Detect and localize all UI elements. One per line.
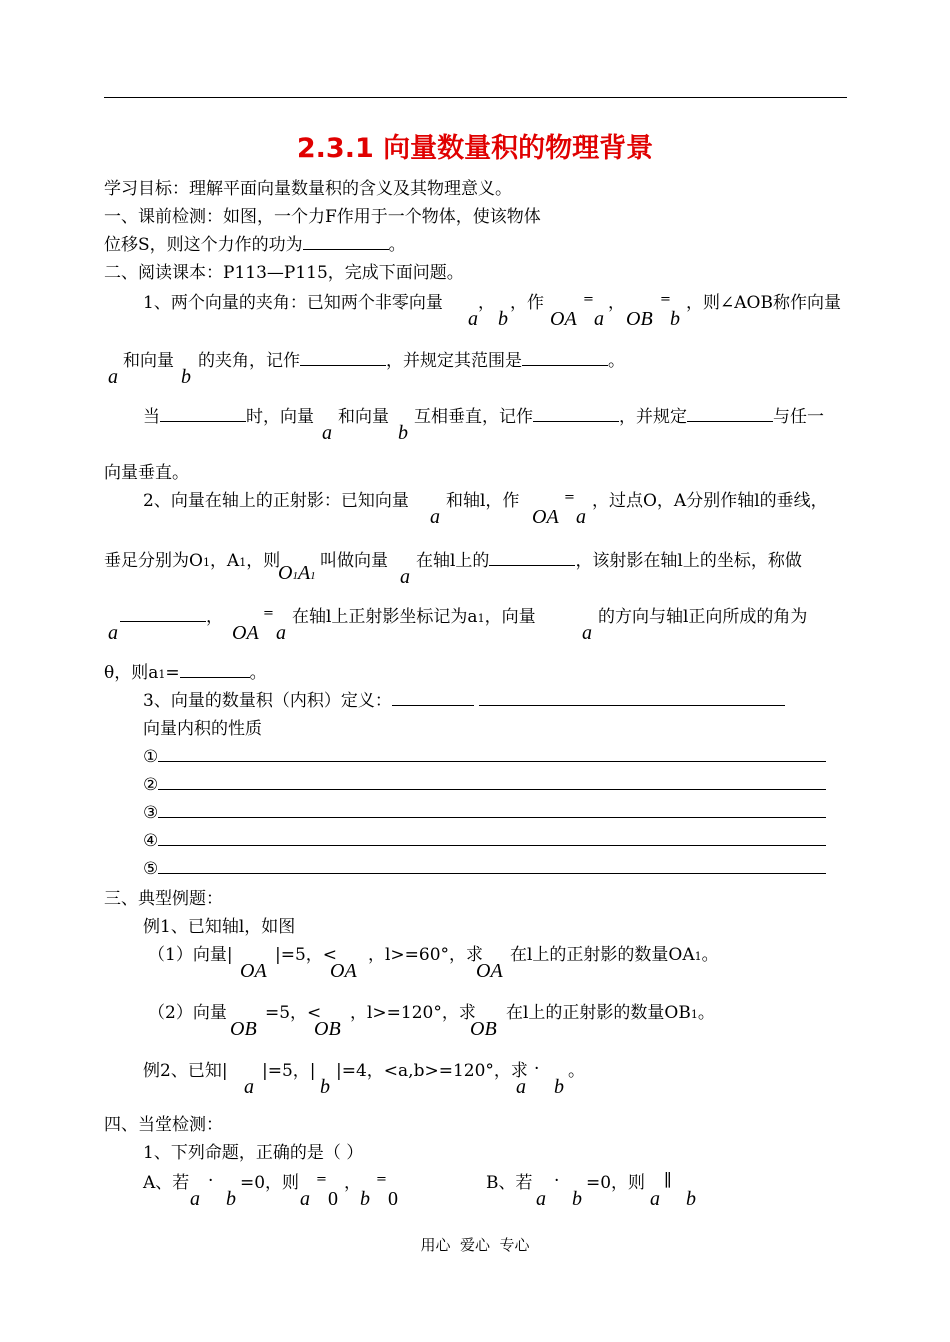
subscript: 1 xyxy=(690,1008,698,1021)
answer-blank[interactable] xyxy=(158,817,826,818)
learning-goal: 学习目标：理解平面向量数量积的含义及其物理意义。 xyxy=(104,179,512,199)
comma: ， xyxy=(344,1173,361,1193)
subscript: 1 xyxy=(310,570,316,582)
answer-blank[interactable] xyxy=(158,873,826,874)
vec-a: a xyxy=(276,622,286,644)
vec-b: b xyxy=(572,1188,582,1210)
vec-a: a xyxy=(536,1188,546,1210)
angle-def-text: 1、两个向量的夹角：已知两个非零向量 xyxy=(143,293,443,313)
answer-blank[interactable] xyxy=(158,789,826,790)
vec-OA: OA xyxy=(330,960,357,982)
section2-heading: 二、阅读课本：P113—P115，完成下面问题。 xyxy=(104,263,464,283)
zero-vector: 0 xyxy=(388,1188,398,1210)
subscript: 1 xyxy=(292,570,298,582)
page-footer: 用心 爱心 专心 xyxy=(420,1236,530,1254)
foot-a: ，A xyxy=(209,551,240,571)
subscript: 1 xyxy=(158,668,166,681)
vec-b: b xyxy=(320,1076,330,1098)
foot-text: 垂足分别为O xyxy=(104,551,203,571)
period: 。 xyxy=(701,945,719,965)
circled-number: ⑤ xyxy=(143,859,159,879)
period: 。 xyxy=(697,1003,715,1023)
angle-text: 的夹角，记作 xyxy=(198,351,300,371)
zero-vector: 0 xyxy=(328,1188,338,1210)
option-A[interactable]: A、若 xyxy=(143,1173,190,1193)
option-A-text: =0，则 xyxy=(240,1173,300,1193)
direction-text: 的方向与轴l正向所成的角为 xyxy=(598,607,808,627)
q1-text: （1）向量| xyxy=(148,945,233,965)
perp-line-rest xyxy=(414,406,824,428)
vec-a: a xyxy=(322,422,332,444)
vec-b: b xyxy=(554,1076,564,1098)
properties-heading: 向量内积的性质 xyxy=(143,719,262,739)
q1-end: 在l上的正射影的数量OA xyxy=(510,945,695,965)
property-3 xyxy=(143,802,826,824)
answer-blank[interactable] xyxy=(160,421,246,422)
period: 。 xyxy=(608,351,625,371)
equals: = xyxy=(165,663,180,683)
vec-b: b xyxy=(686,1188,696,1210)
ex2-text: |=5，| xyxy=(262,1061,316,1081)
dot: · xyxy=(554,1171,560,1191)
zuo: ，作 xyxy=(510,293,544,313)
q2-text: （2）向量 xyxy=(148,1003,227,1023)
coord-text: ，该射影在轴l上的坐标，称做 xyxy=(575,551,802,571)
angle-aob-text: ，则∠AOB称作向量 xyxy=(686,293,841,313)
answer-blank[interactable] xyxy=(392,705,474,706)
inner-product-def xyxy=(143,690,785,712)
foot-line xyxy=(104,550,280,574)
vec-O1A1 xyxy=(278,562,316,585)
foot-line-rest xyxy=(416,550,802,572)
equals: = xyxy=(660,292,671,307)
perp-text: 互相垂直，记作 xyxy=(414,407,533,427)
ex2-text: |=4，<a,b>=120°，求 xyxy=(336,1061,528,1081)
subscript: 1 xyxy=(694,950,702,963)
letter-O: O xyxy=(278,562,293,584)
vec-b: b xyxy=(398,422,408,444)
projection-def: 2、向量在轴上的正射影：已知向量 xyxy=(143,491,409,511)
top-rule xyxy=(104,97,847,98)
perp-tail: 向量垂直。 xyxy=(104,463,189,483)
example1-heading: 例1、已知轴l，如图 xyxy=(143,917,296,937)
perp-line xyxy=(143,406,314,428)
equals: = xyxy=(583,292,594,307)
vec-a: a xyxy=(108,366,118,388)
perp-foot-text: ，过点O，A分别作轴l的垂线， xyxy=(592,491,828,511)
rule-text: ，并规定 xyxy=(619,407,687,427)
vec-OA: OA xyxy=(550,308,577,330)
page-title: 2.3.1 向量数量积的物理背景 xyxy=(296,133,654,164)
theta-text: θ，则a xyxy=(104,663,159,683)
answer-blank[interactable] xyxy=(120,621,206,622)
comma: ， xyxy=(206,607,223,627)
vec-OA: OA xyxy=(532,506,559,528)
circled-number: ② xyxy=(143,775,159,795)
vec-a: a xyxy=(190,1188,200,1210)
equals: = xyxy=(263,606,274,621)
and-vector: 和向量 xyxy=(123,351,174,371)
vec-a: a xyxy=(594,308,604,330)
vec-a: a xyxy=(582,622,592,644)
time-text: 时，向量 xyxy=(246,407,314,427)
answer-blank[interactable] xyxy=(300,365,386,366)
vec-a: a xyxy=(244,1076,254,1098)
vec-b: b xyxy=(226,1188,236,1210)
period: 。 xyxy=(249,663,267,683)
ex2-text: 例2、已知| xyxy=(143,1061,228,1081)
circled-number: ① xyxy=(143,747,159,767)
option-B-text: =0，则 xyxy=(586,1173,646,1193)
letter-A: A xyxy=(297,562,311,584)
section3-heading: 三、典型例题： xyxy=(104,889,223,909)
answer-blank[interactable] xyxy=(180,677,250,678)
comma: ， xyxy=(478,293,495,313)
q2-text: =5，< xyxy=(265,1003,322,1023)
vec-a: a xyxy=(430,506,440,528)
pretest-end: 。 xyxy=(388,235,406,255)
q2-text: ，l>=120°，求 xyxy=(350,1003,476,1023)
q1-text xyxy=(510,944,719,968)
circled-number: ④ xyxy=(143,831,159,851)
vec-b: b xyxy=(670,308,680,330)
subscript: 1 xyxy=(477,612,485,625)
definition-text: 3、向量的数量积（内积）定义： xyxy=(143,691,392,711)
vec-b: b xyxy=(498,308,508,330)
parallel-sign: ∥ xyxy=(664,1171,672,1191)
and-vector: 和向量 xyxy=(338,407,389,427)
vec-b: b xyxy=(360,1188,370,1210)
vec-OB: OB xyxy=(470,1018,497,1040)
period: 。 xyxy=(568,1061,585,1081)
vec-a: a xyxy=(400,566,410,588)
equals: = xyxy=(564,490,575,505)
on-text: 在轴l上的 xyxy=(416,551,490,571)
answer-blank[interactable] xyxy=(489,565,575,566)
vec-OA: OA xyxy=(476,960,503,982)
circled-number: ③ xyxy=(143,803,159,823)
answer-blank[interactable] xyxy=(158,761,826,762)
answer-blank[interactable] xyxy=(479,705,785,706)
vec-a: a xyxy=(300,1188,310,1210)
when-text: 当 xyxy=(143,407,160,427)
answer-blank[interactable] xyxy=(533,421,619,422)
pretest-line1: 一、课前检测：如图，一个力F作用于一个物体，使该物体 xyxy=(104,207,541,227)
vec-a: a xyxy=(468,308,478,330)
vec-OA: OA xyxy=(240,960,267,982)
coord-text-line xyxy=(292,606,536,630)
angle-notation-line xyxy=(198,350,625,372)
range-text: ，并规定其范围是 xyxy=(386,351,522,371)
dot: · xyxy=(534,1059,540,1079)
answer-blank[interactable] xyxy=(687,421,773,422)
subscript: 1 xyxy=(239,556,247,569)
coord-blank-line xyxy=(120,606,223,628)
vec-OA: OA xyxy=(232,622,259,644)
q2-text xyxy=(506,1002,715,1026)
vec-a: a xyxy=(108,622,118,644)
vec-OB: OB xyxy=(626,308,653,330)
coord-record: 在轴l上正射影坐标记为a xyxy=(292,607,478,627)
theta-line xyxy=(104,662,267,686)
answer-blank[interactable] xyxy=(303,249,389,250)
vec-b: b xyxy=(181,366,191,388)
call-text: 叫做向量 xyxy=(320,551,388,571)
answer-blank[interactable] xyxy=(158,845,826,846)
vec-OB: OB xyxy=(230,1018,257,1040)
vector-text: ，向量 xyxy=(484,607,536,627)
any-text: 与任一 xyxy=(773,407,824,427)
dot: · xyxy=(208,1171,214,1191)
property-4 xyxy=(143,830,826,852)
answer-blank[interactable] xyxy=(522,365,608,366)
question-1: 1、下列命题，正确的是（ ） xyxy=(143,1143,364,1163)
subscript: 1 xyxy=(202,556,210,569)
q1-text: |=5，< xyxy=(275,945,338,965)
pretest-text: 位移S，则这个力作的功为 xyxy=(104,235,303,255)
vec-OB: OB xyxy=(314,1018,341,1040)
equals: = xyxy=(376,1172,387,1187)
axis-text: 和轴l，作 xyxy=(446,491,520,511)
section4-heading: 四、当堂检测： xyxy=(104,1115,223,1135)
vec-a: a xyxy=(576,506,586,528)
equals: = xyxy=(316,1172,327,1187)
property-5 xyxy=(143,858,826,880)
q2-end: 在l上的正射影的数量OB xyxy=(506,1003,691,1023)
pretest-line2 xyxy=(104,234,406,256)
comma: ， xyxy=(608,293,625,313)
vec-a: a xyxy=(516,1076,526,1098)
property-1 xyxy=(143,746,826,768)
option-B[interactable]: B、若 xyxy=(486,1173,533,1193)
then-text: ，则 xyxy=(246,551,281,571)
property-2 xyxy=(143,774,826,796)
vec-a: a xyxy=(650,1188,660,1210)
q1-text: ，l>=60°，求 xyxy=(368,945,484,965)
